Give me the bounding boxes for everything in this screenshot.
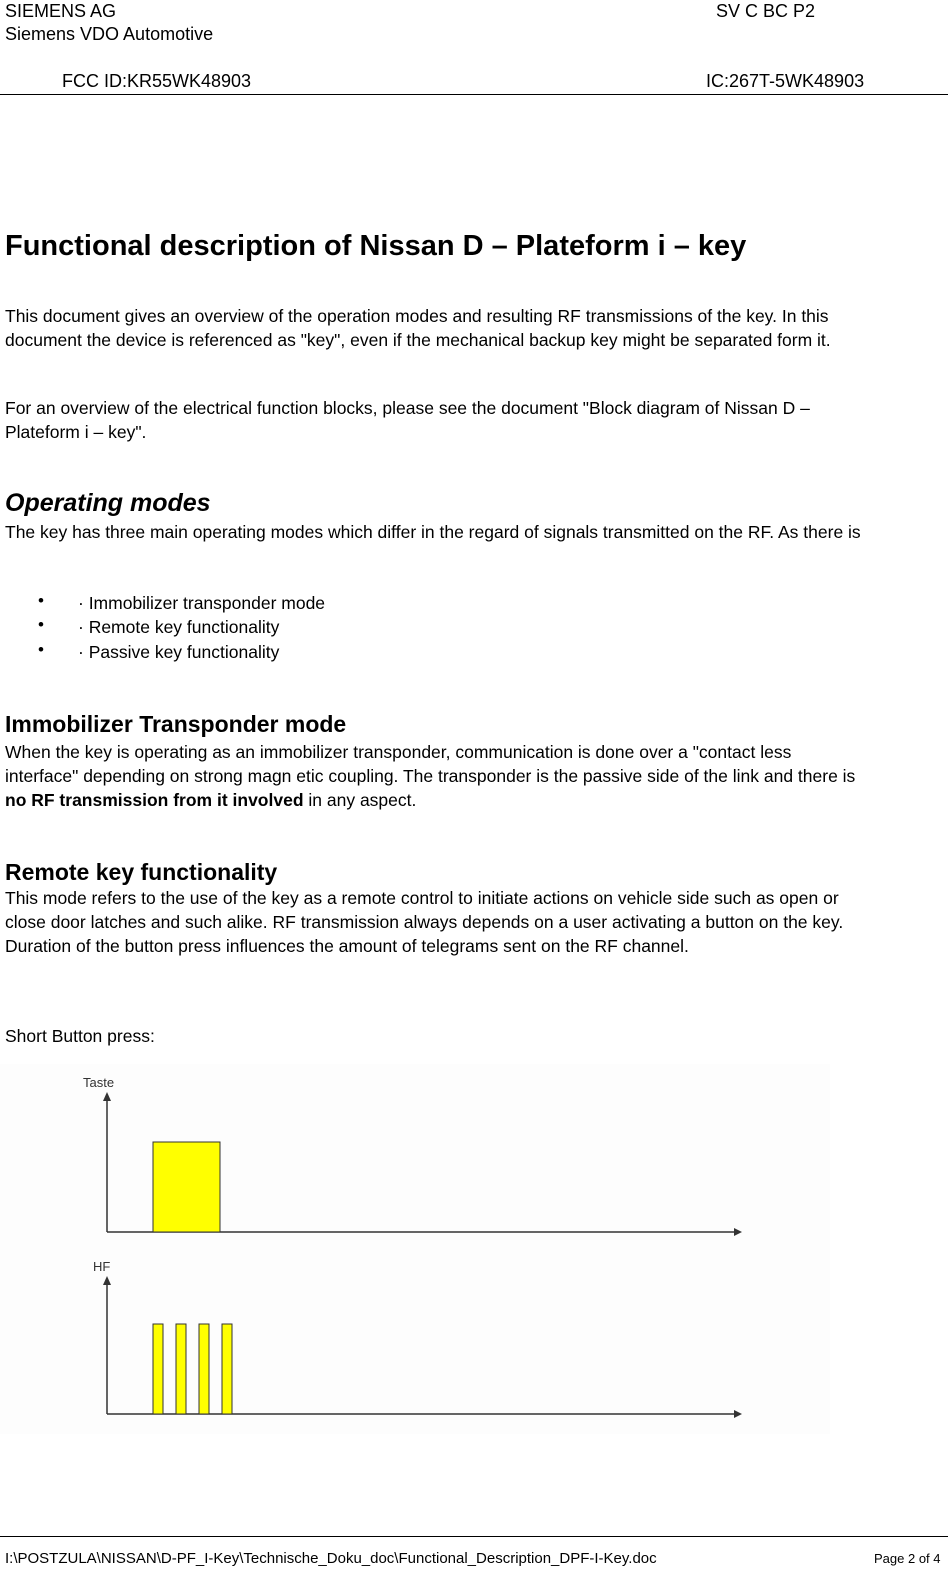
footer-page-number: Page 2 of 4 — [874, 1551, 941, 1566]
immobilizer-heading: Immobilizer Transponder mode — [5, 711, 347, 737]
operating-modes-heading: Operating modes — [5, 489, 211, 517]
footer-divider — [0, 1536, 948, 1537]
rf-telegram-pulse — [222, 1324, 232, 1414]
immobilizer-text — [5, 740, 865, 812]
bullet-icon: • — [38, 615, 44, 634]
header-ic: IC:267T-5WK48903 — [706, 71, 865, 91]
rf-telegram-pulse — [176, 1324, 186, 1414]
footer-file-path: I:\POSTZULA\NISSAN\D-PF_I-Key\Technische_Doku_doc\Functional_Description_DPF-I-Key.doc — [5, 1550, 657, 1567]
header-fcc-id: FCC ID:KR55WK48903 — [62, 71, 252, 91]
list-item-label: · Immobilizer transponder mode — [78, 593, 326, 613]
header-divider — [0, 94, 948, 95]
operating-modes-text: The key has three main operating modes which differ in the regard of signals transmitted on the RF. As there is — [5, 522, 861, 542]
bullet-icon: • — [38, 640, 44, 659]
remote-text: This mode refers to the use of the key as a remote control to initiate actions on vehicle side such as open or close door latches and such alike. RF transmission always depends on a user activating a button on the key. Duration of the button press influences the amount of telegrams sent on the RF channel. — [5, 888, 844, 956]
list-item-label: · Passive key functionality — [78, 642, 280, 662]
hf-axis-label: HF — [93, 1259, 111, 1274]
diagram-background — [0, 1064, 830, 1434]
taste-axis-label: Taste — [83, 1075, 115, 1090]
immobilizer-text-bold: no RF transmission from it involved — [5, 790, 304, 810]
list-item-label: · Remote key functionality — [78, 617, 280, 637]
bullet-icon: • — [38, 591, 44, 610]
rf-telegram-pulse — [199, 1324, 209, 1414]
intro-paragraph-1: This document gives an overview of the operation modes and resulting RF transmissions of the key. In this document the device is referenced as "key", even if the mechanical backup key might be separated form it. — [5, 306, 831, 350]
immobilizer-text-part: When the key is operating as an immobilizer transponder, communication is done over a "contact less interface" depending on strong magn etic coupling. The transponder is the passive side of the link and there is — [5, 742, 856, 786]
page-title: Functional description of Nissan D – Plateform i – key — [5, 230, 747, 262]
intro-paragraph-2: For an overview of the electrical function blocks, please see the document "Block diagram of Nissan D – Plateform i – key". — [5, 398, 810, 442]
header-company: SIEMENS AG — [5, 1, 117, 21]
rf-telegram-pulse — [153, 1324, 163, 1414]
timing-diagram — [0, 1064, 830, 1444]
immobilizer-text-part: in any aspect. — [303, 790, 417, 810]
header-dept: SV C BC P2 — [716, 1, 816, 21]
header-division: Siemens VDO Automotive — [5, 24, 214, 44]
button-press-pulse — [153, 1142, 220, 1232]
remote-heading: Remote key functionality — [5, 859, 278, 885]
short-press-label: Short Button press: — [5, 1026, 155, 1046]
